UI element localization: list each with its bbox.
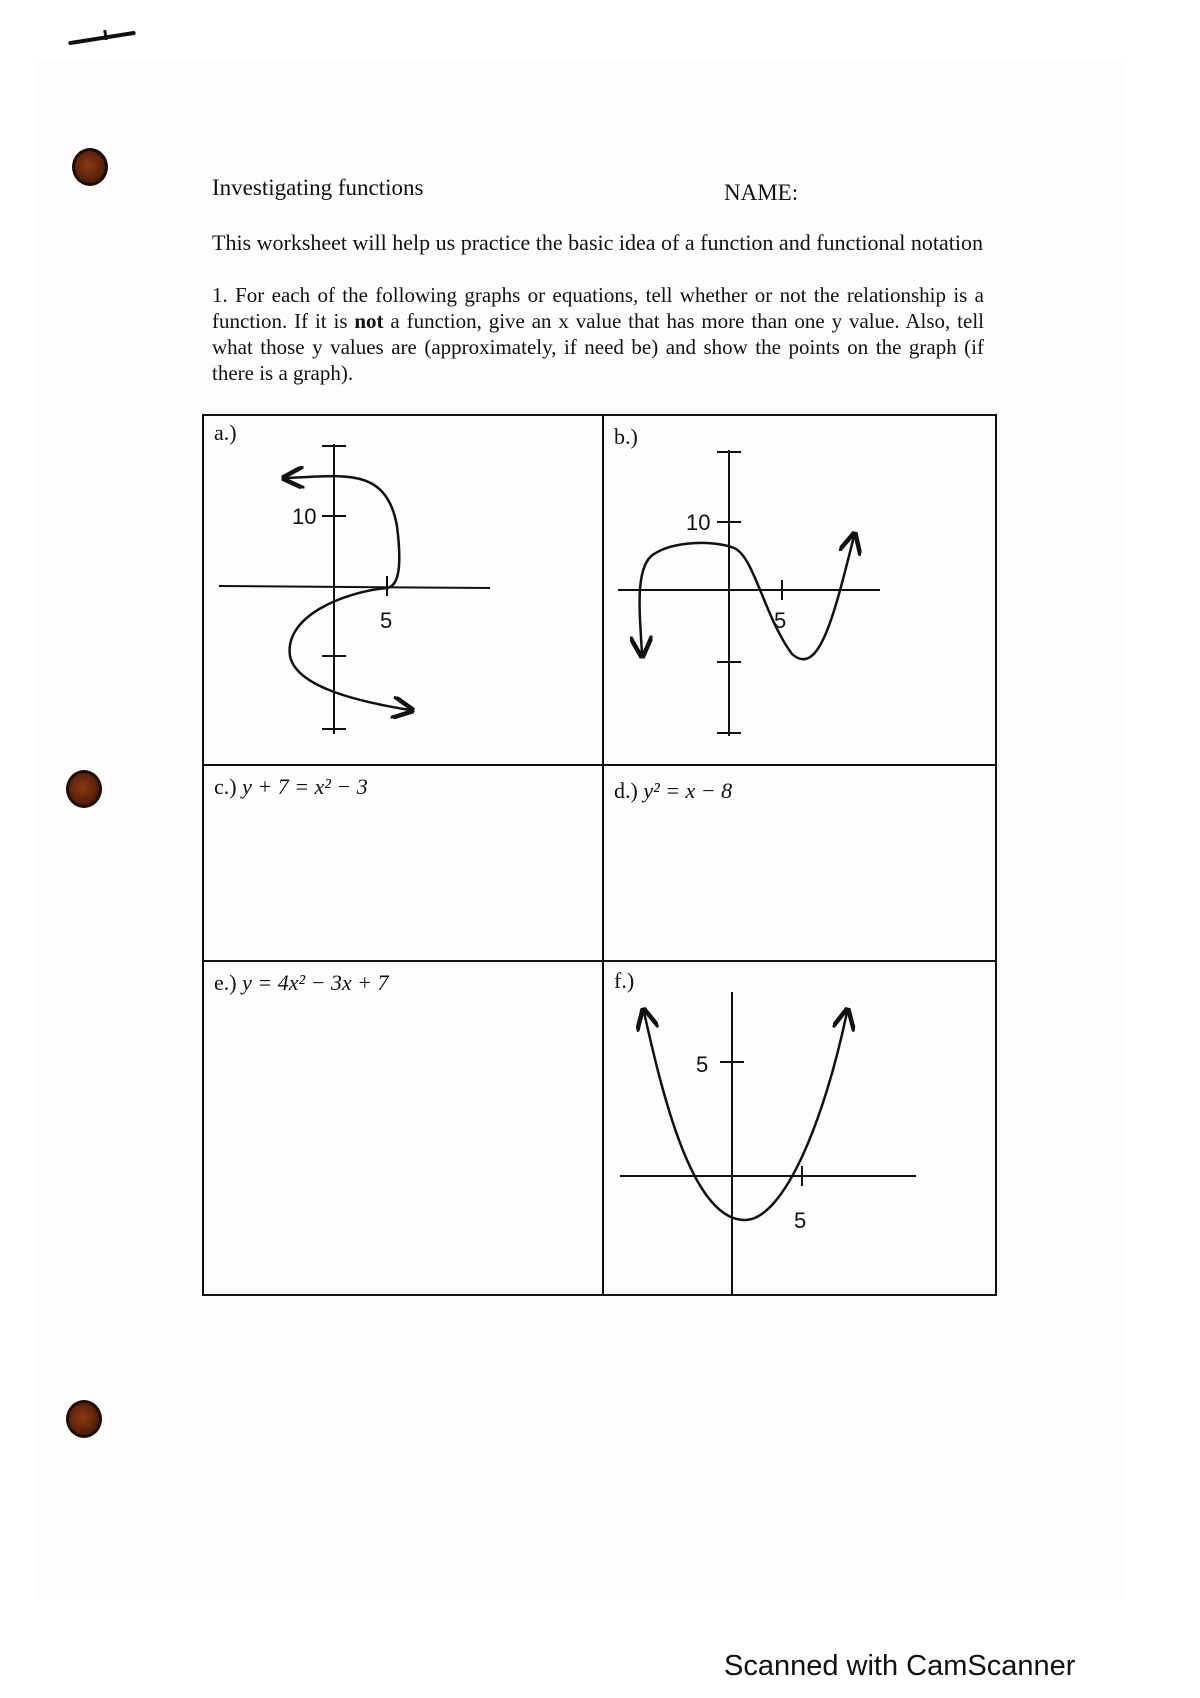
cell-e (214, 970, 389, 996)
grid-row-divider (204, 764, 995, 766)
cell-a-label: a.) (214, 420, 237, 445)
intro-text: This worksheet will help us practice the basic idea of a function and functional notation (212, 230, 983, 255)
binder-hole (66, 1400, 102, 1438)
cell-e-label: e.) (214, 970, 237, 995)
pen-mark (68, 31, 136, 46)
question-text-a: For each of the following graphs or equations, tell whether or not the relationship is a function. If it is (212, 283, 984, 333)
question-number: 1. (212, 283, 228, 307)
cell-c-equation: y + 7 = x² − 3 (242, 774, 368, 799)
cell-b-label: b.) (614, 424, 638, 449)
tick-label-x: 5 (774, 608, 787, 633)
worksheet-title: Investigating functions (212, 175, 424, 200)
graph-b (604, 416, 997, 764)
tick-label-x: 5 (380, 608, 393, 633)
tick-label-x: 5 (794, 1208, 807, 1233)
cell-e-equation: y = 4x² − 3x + 7 (242, 970, 389, 995)
binder-hole (66, 770, 102, 808)
graph-f (604, 962, 997, 1294)
scanner-watermark: Scanned with CamScanner (724, 1650, 1076, 1682)
cell-c-label: c.) (214, 774, 237, 799)
tick-label-y: 5 (696, 1052, 709, 1077)
cell-d (614, 778, 732, 804)
name-label: NAME: (724, 180, 799, 205)
tick-label-y: 10 (292, 504, 317, 529)
problem-grid (202, 414, 997, 1296)
graph-a (204, 416, 602, 764)
cell-d-label: d.) (614, 778, 638, 803)
question-1 (212, 282, 984, 386)
pen-mark-tick (103, 30, 108, 40)
x-axis (219, 586, 490, 588)
cell-f-label: f.) (614, 968, 635, 993)
cell-d-equation: y² = x − 8 (643, 778, 733, 803)
curve-f (644, 1012, 847, 1220)
cell-c (214, 774, 368, 800)
binder-hole (72, 148, 108, 186)
curve-b (640, 536, 854, 659)
question-text-b: a function, give an x value that has more than one y value. Also, tell what those y values are (approximately, if need be) and show the points on the graph (if there is a graph). (212, 309, 984, 385)
question-bold-word: not (354, 309, 384, 333)
tick-label-y: 10 (686, 510, 711, 535)
